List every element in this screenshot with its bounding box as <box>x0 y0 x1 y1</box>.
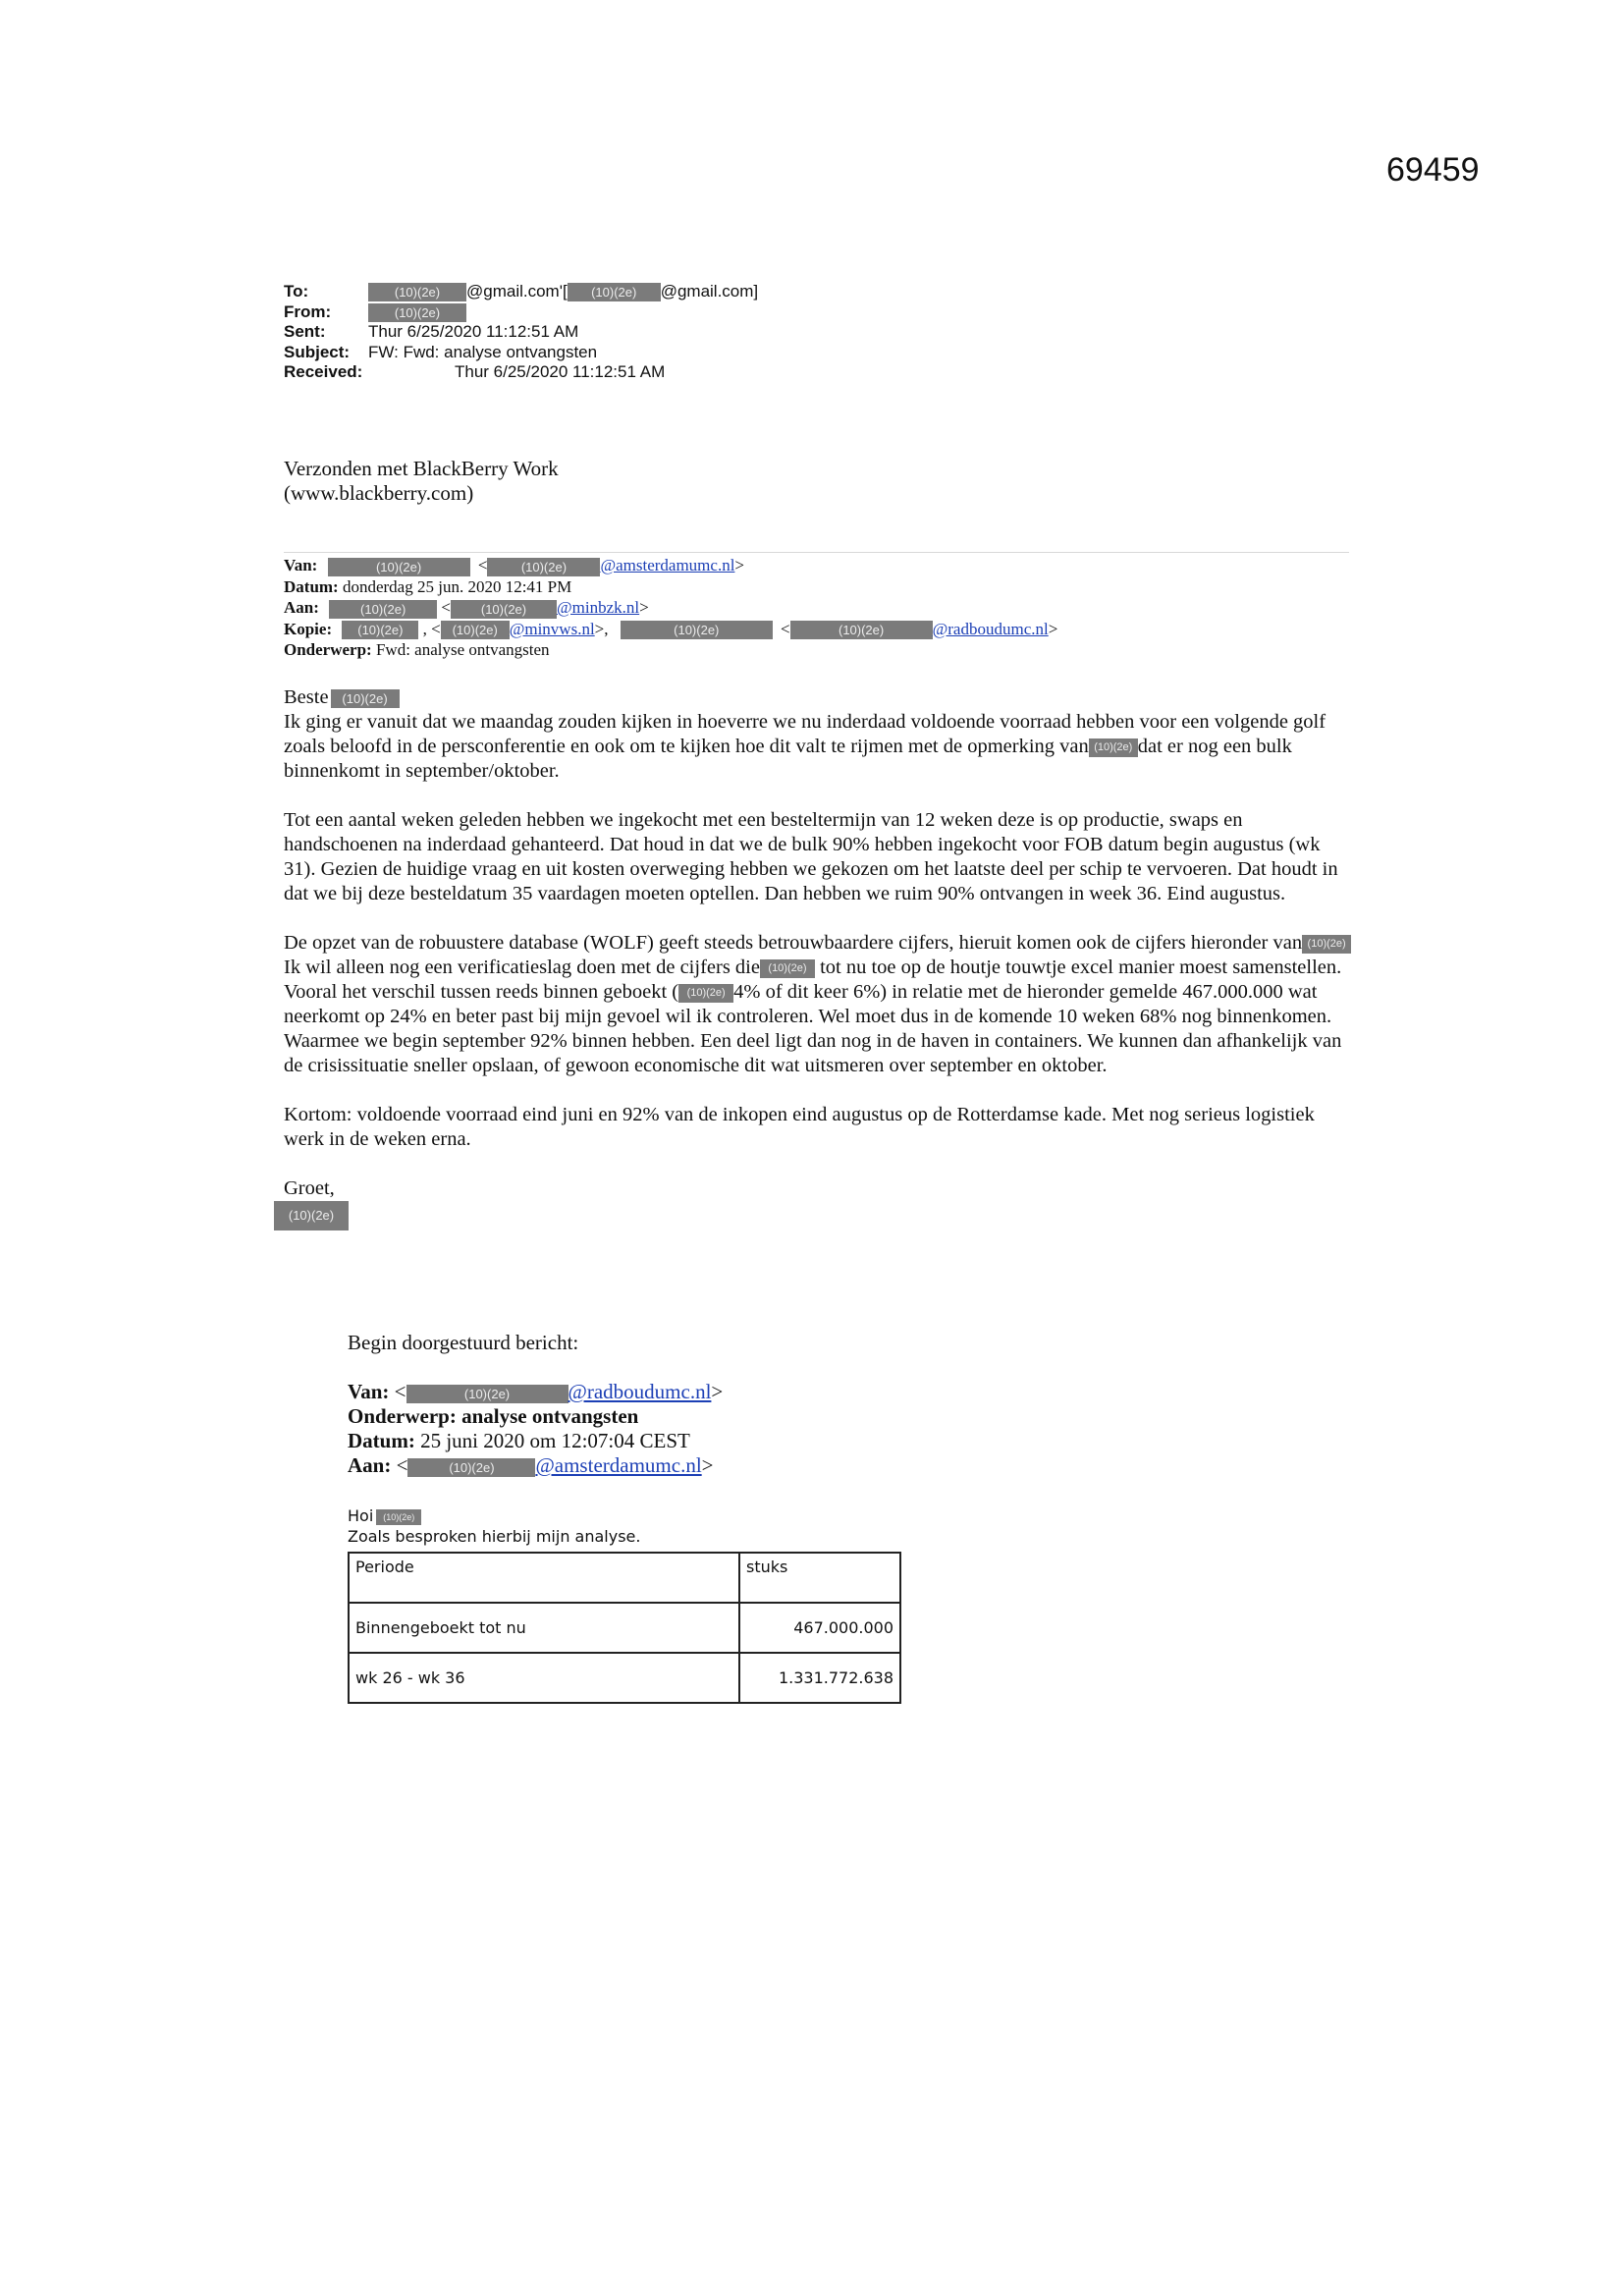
kopie-label: Kopie: <box>284 619 333 638</box>
redaction: (10)(2e) <box>406 1385 568 1403</box>
table-header-row <box>349 1553 900 1603</box>
table-cell: Binnengeboekt tot nu <box>349 1603 739 1653</box>
paragraph-1 <box>284 710 1354 784</box>
table-row <box>349 1653 900 1703</box>
redaction: (10)(2e) <box>329 600 437 619</box>
closing: Groet, <box>284 1177 335 1199</box>
table-cell: 467.000.000 <box>739 1603 900 1653</box>
fwd-aan-email-link[interactable]: @amsterdamumc.nl <box>535 1453 702 1477</box>
fwd-datum-value: 25 juni 2020 om 12:07:04 CEST <box>420 1429 690 1452</box>
blackberry-signature <box>284 457 559 506</box>
paragraph-3-text-a: De opzet van de robuustere database (WOLF) geeft steeds betrouwbaardere cijfers, hieruit komen ook de cijfers hieronder van <box>284 932 1303 954</box>
fwd-van-label: Van: <box>348 1380 390 1403</box>
paragraph-2: Tot een aantal weken geleden hebben we ingekocht met een besteltermijn van 12 weken deze is op productie, swaps en handschoenen na inderdaad gehanteerd. Dat houd in dat we de bulk 90% hebben ingekocht voor FOB datum begin augustus (wk 31). Gezien de huidige vraag en uit kosten overweging hebben we gekozen om het laatste deel per schip te vervoeren. Dat houdt in dat we bij deze besteldatum 35 vaardagen moeten optellen. Dan hebben we ruim 90% ontvangen in week 36. Eind augustus. <box>284 809 1338 904</box>
aan-row: Aan: (10)(2e) < (10)(2e) @minbzk.nl> <box>284 598 649 617</box>
analysis-table <box>348 1552 901 1704</box>
to-gmail: @gmail.com] <box>660 282 759 301</box>
onderwerp-row <box>284 639 1349 661</box>
van-label: Van: <box>284 556 318 574</box>
kopie-email-link-2[interactable]: @radboudumc.nl <box>932 619 1049 638</box>
redaction: (10)(2e) <box>368 303 466 322</box>
analysis-intro-line: Zoals besproken hierbij mijn analyse. <box>348 1527 641 1546</box>
sent-label: Sent: <box>284 322 326 341</box>
table-cell: 1.331.772.638 <box>739 1653 900 1703</box>
document-id: 69459 <box>1386 151 1480 189</box>
redaction: (10)(2e) <box>368 283 466 301</box>
subject-label: Subject: <box>284 342 351 361</box>
onderwerp-value: Fwd: analyse ontvangsten <box>375 640 550 659</box>
hoi-line <box>348 1505 640 1526</box>
redaction: (10)(2e) <box>568 283 661 301</box>
forward-intro: Begin doorgestuurd bericht: <box>348 1331 579 1354</box>
fwd-datum-row <box>348 1429 723 1453</box>
table-header-cell: Periode <box>349 1553 739 1603</box>
sent-value: Thur 6/25/2020 11:12:51 AM <box>368 322 579 341</box>
signature-redaction: (10)(2e) <box>274 1201 349 1230</box>
redaction: (10)(2e) <box>342 621 418 639</box>
redaction: (10)(2e) <box>678 984 733 1003</box>
received-label: Received: <box>284 362 363 381</box>
datum-label: Datum: <box>284 576 339 596</box>
redaction: (10)(2e) <box>407 1458 535 1477</box>
redaction: (10)(2e) <box>487 558 600 576</box>
kopie-row: Kopie: (10)(2e) , < (10)(2e) @minvws.nl>, (10)(2e) < (10)(2e) @radboudumc.nl> <box>284 619 1058 638</box>
analysis-intro <box>348 1505 640 1547</box>
from-row <box>284 301 758 322</box>
email-header <box>284 281 758 382</box>
paragraph-3-text-b: Ik wil alleen nog een verificatieslag doen met de cijfers die <box>284 957 760 978</box>
email-body <box>284 685 1354 1230</box>
datum-row <box>284 576 1349 598</box>
paragraph-3 <box>284 931 1354 1078</box>
blackberry-line-2: (www.blackberry.com) <box>284 481 474 505</box>
fwd-aan-row: Aan: < (10)(2e) @amsterdamumc.nl> <box>348 1453 714 1477</box>
redaction: (10)(2e) <box>451 600 557 619</box>
paragraph-3-text-c: tot nu toe op de houtje touwtje excel manier moest samenstellen. Vooral het verschil tussen reeds binnen geboekt ( <box>284 957 1342 1003</box>
aan-label: Aan: <box>284 598 319 617</box>
table-cell: wk 26 - wk 36 <box>349 1653 739 1703</box>
redaction: (10)(2e) <box>621 621 773 639</box>
subject-value: FW: Fwd: analyse ontvangsten <box>368 342 598 361</box>
paragraph-1-text-end: dat er nog een bulk binnenkomt in september/oktober. <box>284 736 1292 782</box>
from-label: From: <box>284 301 332 321</box>
fwd-onderwerp: Onderwerp: analyse ontvangsten <box>348 1404 639 1428</box>
fwd-van-row: Van: < (10)(2e) @radboudumc.nl> <box>348 1380 724 1403</box>
received-row <box>284 361 758 382</box>
aan-email-link[interactable]: @minbzk.nl <box>557 598 640 617</box>
fwd-aan-label: Aan: <box>348 1453 392 1477</box>
greeting-line <box>284 685 1354 710</box>
blackberry-line-1: Verzonden met BlackBerry Work <box>284 457 559 480</box>
van-email-link[interactable]: @amsterdamumc.nl <box>600 556 735 574</box>
fwd-van-email-link[interactable]: @radboudumc.nl <box>568 1380 712 1403</box>
redaction: (10)(2e) <box>441 621 510 639</box>
table-row <box>349 1603 900 1653</box>
paragraph-1-text: Ik ging er vanuit dat we maandag zouden kijken in hoeverre we nu inderdaad voldoende voorraad hebben voor een volgende golf zoals beloofd in de persconferentie en ook om te kijken hoe dit valt te rijmen met de opmerking van <box>284 711 1326 757</box>
greeting: Beste <box>284 686 329 708</box>
paragraph-4: Kortom: voldoende voorraad eind juni en 92% van de inkopen eind augustus op de Rotterdamse kade. Met nog serieus logistiek werk in de weken erna. <box>284 1104 1315 1150</box>
sent-row <box>284 321 758 342</box>
paragraph-3-text-d: 4% of dit keer 6%) in relatie met de hieronder gemelde 467.000.000 wat neerkomt op 24% en beter past bij mijn gevoel wil ik controleren. Wel moet dus in de komende 10 weken 68% nog binnenkomen. Waarmee we begin september 92% binnen hebben. Een deel ligt dan nog in de haven in containers. We kunnen dan afhankelijk van de crisissituatie sneller opslaan, of gewoon economische dit wat uitsmeren over september en oktober. <box>284 981 1342 1076</box>
subject-row <box>284 342 758 362</box>
fwd-datum-label: Datum: <box>348 1429 415 1452</box>
van-row: Van: (10)(2e) < (10)(2e) @amsterdamumc.nl> <box>284 556 745 574</box>
forwarded-message <box>348 1331 723 1478</box>
redaction: (10)(2e) <box>376 1509 421 1525</box>
redaction: (10)(2e) <box>760 959 815 978</box>
hoi: Hoi <box>348 1506 374 1525</box>
redaction: (10)(2e) <box>331 689 400 708</box>
to-gmail: @gmail.com'[ <box>466 282 568 301</box>
to-row <box>284 281 758 301</box>
kopie-email-link-1[interactable]: @minvws.nl <box>509 619 595 638</box>
table-header-cell: stuks <box>739 1553 900 1603</box>
fwd-onderwerp-row <box>348 1404 723 1429</box>
received-value: Thur 6/25/2020 11:12:51 AM <box>455 362 666 381</box>
to-label: To: <box>284 282 309 301</box>
onderwerp-label: Onderwerp: <box>284 640 372 659</box>
redaction: (10)(2e) <box>1302 935 1351 954</box>
redaction: (10)(2e) <box>790 621 933 639</box>
redaction: (10)(2e) <box>328 558 470 576</box>
forward-header <box>284 552 1349 661</box>
datum-value: donderdag 25 jun. 2020 12:41 PM <box>342 576 572 596</box>
redaction: (10)(2e) <box>1089 738 1138 757</box>
